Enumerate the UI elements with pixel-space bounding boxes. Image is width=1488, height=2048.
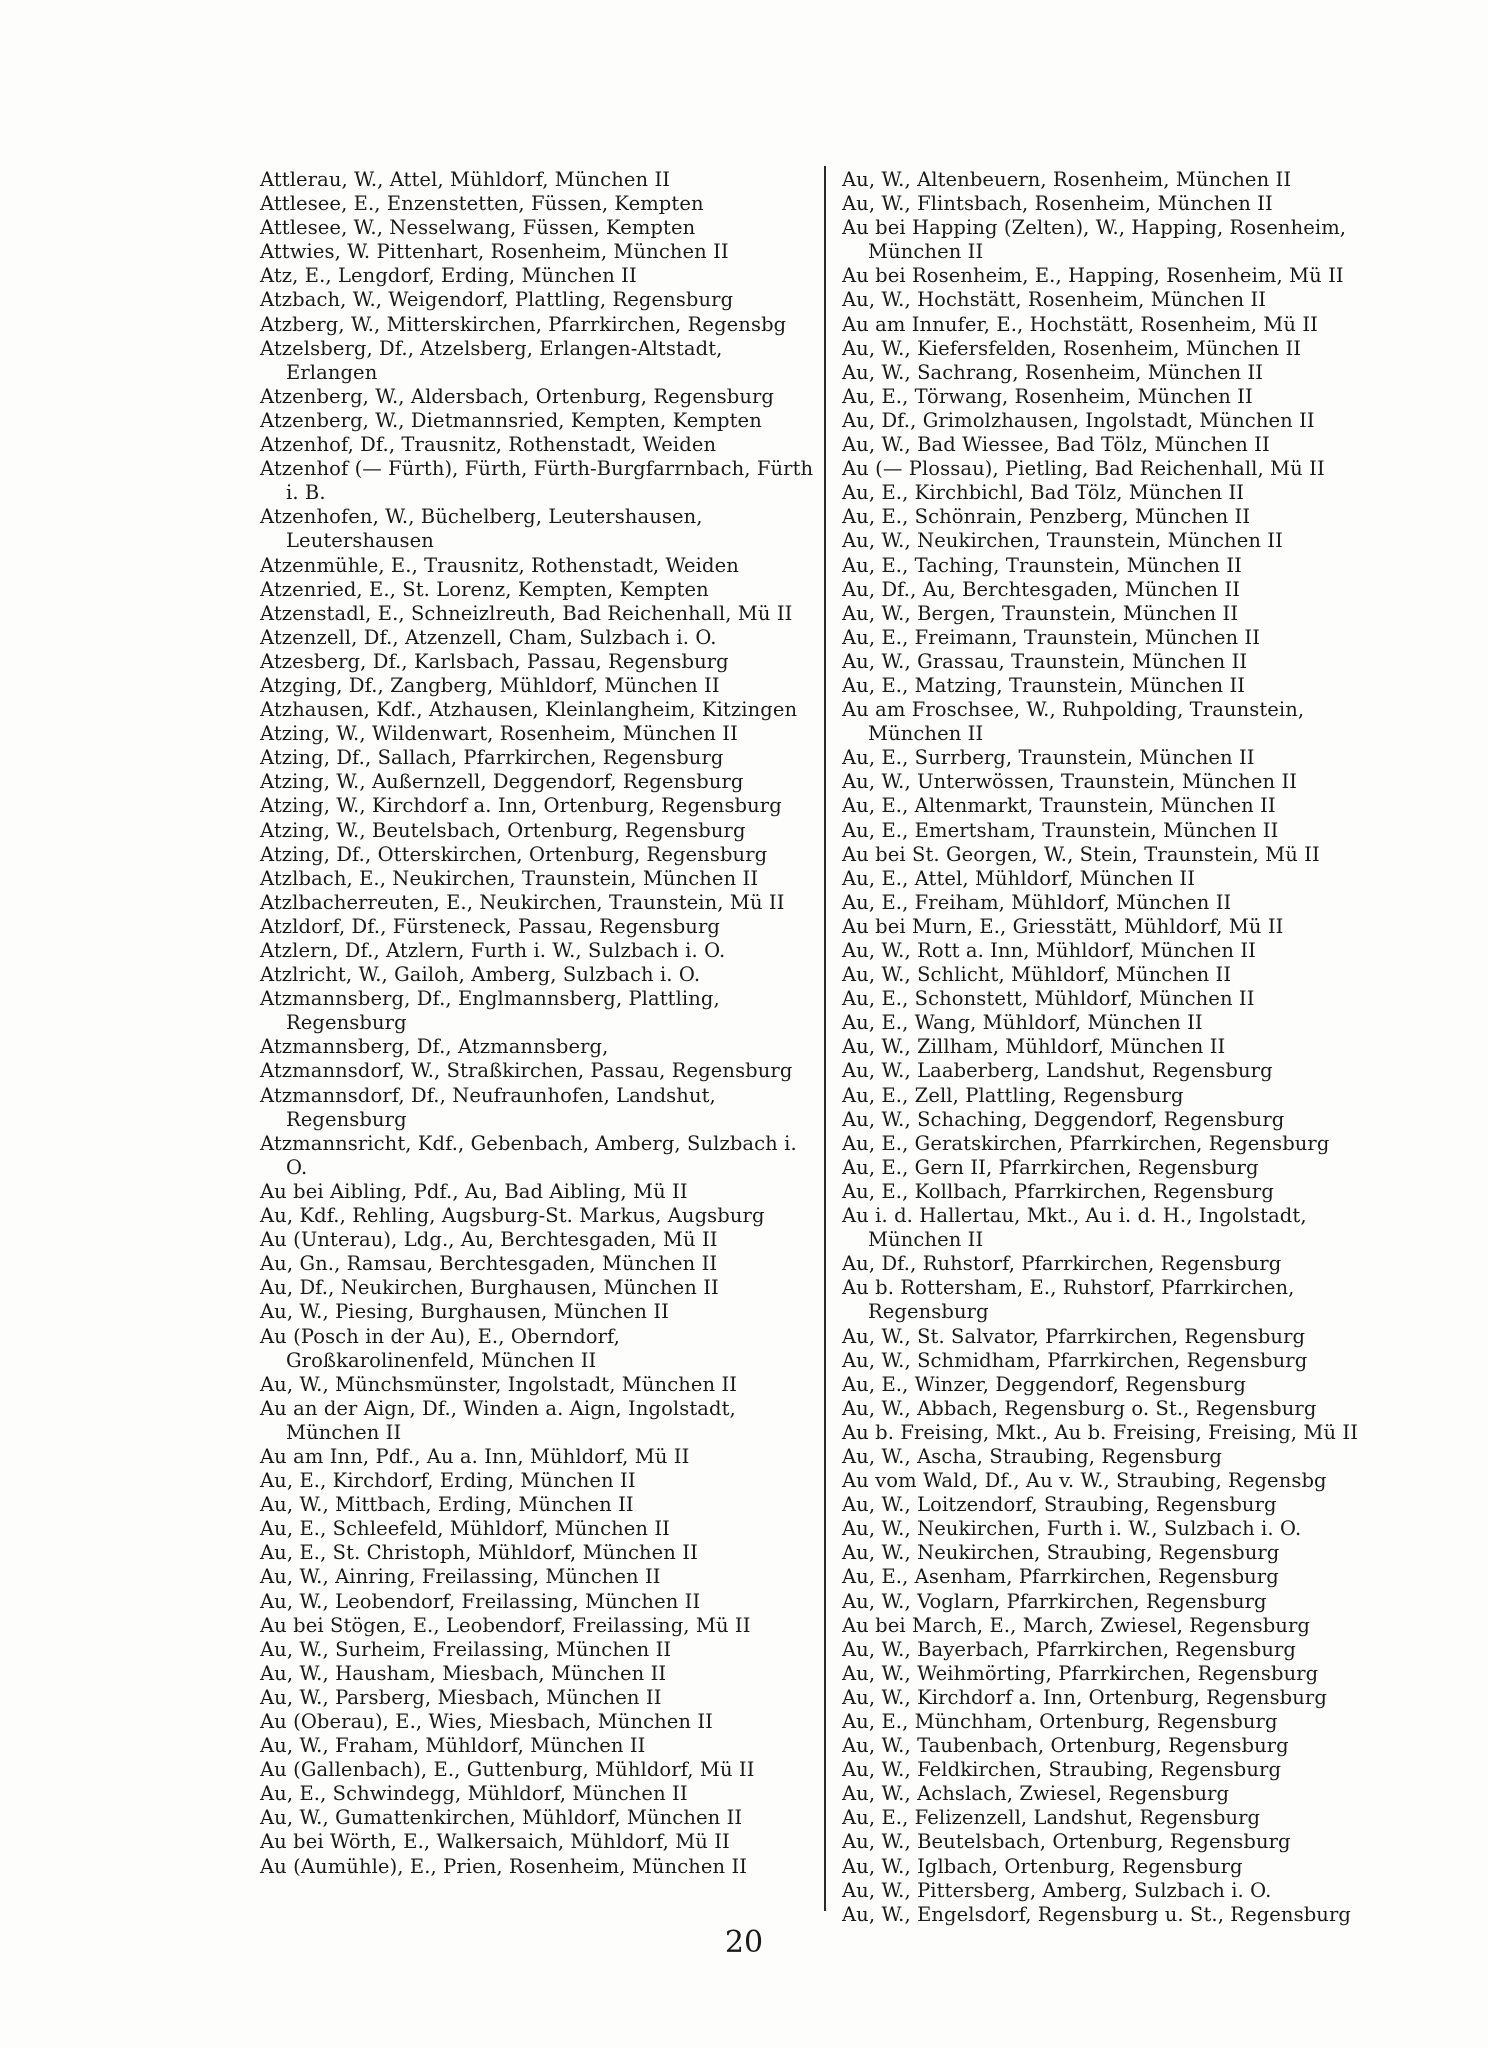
gazetteer-entry: Atzesberg, Df., Karlsbach, Passau, Regensburg xyxy=(260,649,729,673)
gazetteer-entry: Au, W., Unterwössen, Traunstein, München II xyxy=(842,770,1298,794)
gazetteer-entry: Atzberg, W., Mitterskirchen, Pfarrkirchen, Regensbg xyxy=(260,312,787,336)
gazetteer-entry: Au, Kdf., Rehling, Augsburg-St. Markus, Augsburg xyxy=(260,1204,765,1228)
gazetteer-entry: Au, W., Parsberg, Miesbach, München II xyxy=(260,1685,662,1709)
gazetteer-entry: Au (Oberau), E., Wies, Miesbach, München II xyxy=(260,1710,713,1733)
gazetteer-entry: Atzlbach, E., Neukirchen, Traunstein, München II xyxy=(260,866,759,890)
gazetteer-entry: Au, W., Bergen, Traunstein, München II xyxy=(842,601,1239,625)
gazetteer-entry: Au, W., Leobendorf, Freilassing, München II xyxy=(260,1589,701,1613)
gazetteer-entry: Au am Innufer, E., Hochstätt, Rosenheim, Mü II xyxy=(842,312,1318,336)
gazetteer-entry: Au, E., Kollbach, Pfarrkirchen, Regensburg xyxy=(842,1179,1274,1203)
left-column xyxy=(260,168,815,1879)
gazetteer-entry: Atzhausen, Kdf., Atzhausen, Kleinlangheim, Kitzingen xyxy=(260,698,798,722)
gazetteer-entry: Au, W., Neukirchen, Traunstein, München II xyxy=(842,529,1283,553)
gazetteer-entry: Atzging, Df., Zangberg, Mühldorf, München II xyxy=(260,673,720,697)
gazetteer-entry: Au, W., Grassau, Traunstein, München II xyxy=(842,649,1248,673)
gazetteer-entry: Au, E., Schleefeld, Mühldorf, München II xyxy=(260,1517,670,1541)
gazetteer-entry: Au bei Murn, E., Griesstätt, Mühldorf, Mü II xyxy=(842,914,1284,938)
gazetteer-entry: Au, E., Emertsham, Traunstein, München II xyxy=(842,818,1279,842)
gazetteer-entry: Au bei Wörth, E., Walkersaich, Mühldorf, Mü II xyxy=(260,1830,730,1854)
gazetteer-entry: Au, W., Rott a. Inn, Mühldorf, München II xyxy=(842,939,1256,962)
gazetteer-entry: Au, Df., Neukirchen, Burghausen, München II xyxy=(260,1276,719,1300)
gazetteer-entry: Au, W., Ainring, Freilassing, München II xyxy=(260,1565,661,1589)
column-divider xyxy=(824,166,826,1911)
gazetteer-entry: Atzing, W., Wildenwart, Rosenheim, München II xyxy=(260,722,738,746)
gazetteer-entry: Atzenried, E., St. Lorenz, Kempten, Kempten xyxy=(260,577,709,601)
gazetteer-entry: Au, W., Surheim, Freilassing, München II xyxy=(260,1637,672,1661)
gazetteer-entry: Atzing, W., Beutelsbach, Ortenburg, Regensburg xyxy=(260,818,746,842)
gazetteer-entry: Au, W., Beutelsbach, Ortenburg, Regensburg xyxy=(842,1830,1291,1854)
page-number: 20 xyxy=(724,1925,764,1960)
gazetteer-entry: Au, W., Taubenbach, Ortenburg, Regensburg xyxy=(842,1734,1289,1758)
gazetteer-entry: Au, E., Gern II, Pfarrkirchen, Regensburg xyxy=(842,1155,1259,1179)
gazetteer-entry: Au, Gn., Ramsau, Berchtesgaden, München II xyxy=(260,1252,718,1276)
gazetteer-entry: Au an der Aign, Df., Winden a. Aign, Ingolstadt, München II xyxy=(260,1396,736,1444)
gazetteer-entry: Au bei Happing (Zelten), W., Happing, Rosenheim, München II xyxy=(842,216,1347,264)
gazetteer-entry: Au, W., Neukirchen, Furth i. W., Sulzbach i. O. xyxy=(842,1517,1302,1541)
gazetteer-entry: Au (Aumühle), E., Prien, Rosenheim, München II xyxy=(260,1854,748,1878)
gazetteer-entry: Attlesee, E., Enzenstetten, Füssen, Kempten xyxy=(260,192,704,216)
gazetteer-entry: Au (Posch in der Au), E., Oberndorf, Großkarolinenfeld, München II xyxy=(260,1324,620,1372)
gazetteer-entry: Atzenzell, Df., Atzenzell, Cham, Sulzbach i. O. xyxy=(260,625,717,649)
gazetteer-entry: Atzenmühle, E., Trausnitz, Rothenstadt, Weiden xyxy=(260,553,739,577)
gazetteer-entry: Au, W., Abbach, Regensburg o. St., Regensburg xyxy=(842,1396,1317,1420)
gazetteer-entry: Au am Inn, Pdf., Au a. Inn, Mühldorf, Mü II xyxy=(260,1444,690,1468)
gazetteer-entry: Au (— Plossau), Pietling, Bad Reichenhall, Mü II xyxy=(842,457,1325,481)
gazetteer-entry: Au, E., Törwang, Rosenheim, München II xyxy=(842,384,1253,408)
gazetteer-entry: Au, Df., Au, Berchtesgaden, München II xyxy=(842,577,1241,601)
gazetteer-entry: Au, W., Altenbeuern, Rosenheim, München II xyxy=(842,168,1292,191)
gazetteer-entry: Atzlern, Df., Atzlern, Furth i. W., Sulzbach i. O. xyxy=(260,939,726,962)
gazetteer-entry: Atzmannsberg, Df., Atzmannsberg, xyxy=(260,1035,609,1059)
gazetteer-entry: Atzmannsdorf, Df., Neufraunhofen, Landshut, Regensburg xyxy=(260,1083,716,1131)
gazetteer-entry: Au, W., Fraham, Mühldorf, München II xyxy=(260,1734,646,1758)
gazetteer-entry: Au, E., Felizenzell, Landshut, Regensburg xyxy=(842,1806,1261,1830)
gazetteer-entry: Au, W., Achslach, Zwiesel, Regensburg xyxy=(842,1782,1230,1806)
gazetteer-entry: Au, W., Kirchdorf a. Inn, Ortenburg, Regensburg xyxy=(842,1685,1327,1709)
gazetteer-entry: Au, W., Hochstätt, Rosenheim, München II xyxy=(842,288,1267,312)
gazetteer-entry: Au vom Wald, Df., Au v. W., Straubing, Regensbg xyxy=(842,1469,1327,1493)
gazetteer-entry: Au, E., Schonstett, Mühldorf, München II xyxy=(842,987,1255,1011)
gazetteer-entry: Au am Froschsee, W., Ruhpolding, Traunstein, München II xyxy=(842,698,1305,746)
gazetteer-entry: Au, W., Neukirchen, Straubing, Regensburg xyxy=(842,1541,1280,1565)
gazetteer-entry: Atzing, W., Außernzell, Deggendorf, Regensburg xyxy=(260,770,744,794)
gazetteer-entry: Au, W., Sachrang, Rosenheim, München II xyxy=(842,360,1264,384)
gazetteer-entry: Au, W., Schlicht, Mühldorf, München II xyxy=(842,963,1232,987)
gazetteer-entry: Au, W., Loitzendorf, Straubing, Regensburg xyxy=(842,1493,1277,1517)
gazetteer-entry: Atzing, W., Kirchdorf a. Inn, Ortenburg, Regensburg xyxy=(260,794,782,818)
gazetteer-entry: Atzmannsberg, Df., Englmannsberg, Plattling, Regensburg xyxy=(260,987,720,1035)
gazetteer-entry: Atzmannsricht, Kdf., Gebenbach, Amberg, Sulzbach i. O. xyxy=(260,1131,797,1179)
gazetteer-entry: Au, E., St. Christoph, Mühldorf, München II xyxy=(260,1541,698,1565)
gazetteer-entry: Au (Gallenbach), E., Guttenburg, Mühldorf, Mü II xyxy=(260,1758,755,1782)
gazetteer-entry: Au, E., Surrberg, Traunstein, München II xyxy=(842,746,1255,770)
gazetteer-entry: Au, E., Geratskirchen, Pfarrkirchen, Regensburg xyxy=(842,1131,1330,1155)
gazetteer-entry: Au, W., Zillham, Mühldorf, München II xyxy=(842,1035,1226,1059)
gazetteer-entry: Au, W., Flintsbach, Rosenheim, München II xyxy=(842,192,1273,216)
gazetteer-entry: Au, E., Winzer, Deggendorf, Regensburg xyxy=(842,1372,1246,1396)
gazetteer-entry: Attwies, W. Pittenhart, Rosenheim, München II xyxy=(260,240,729,264)
gazetteer-entry: Au, W., Mittbach, Erding, München II xyxy=(260,1493,634,1517)
gazetteer-entry: Atzmannsdorf, W., Straßkirchen, Passau, Regensburg xyxy=(260,1059,793,1083)
gazetteer-entry: Au, E., Asenham, Pfarrkirchen, Regensburg xyxy=(842,1565,1279,1589)
gazetteer-entry: Au (Unterau), Ldg., Au, Berchtesgaden, Mü II xyxy=(260,1228,718,1252)
gazetteer-entry: Au, W., Feldkirchen, Straubing, Regensburg xyxy=(842,1758,1282,1782)
gazetteer-entry: Atzenhof, Df., Trausnitz, Rothenstadt, Weiden xyxy=(260,433,717,457)
gazetteer-entry: Au, E., Zell, Plattling, Regensburg xyxy=(842,1083,1184,1107)
gazetteer-entry: Atz, E., Lengdorf, Erding, München II xyxy=(260,264,637,288)
gazetteer-entry: Au bei March, E., March, Zwiesel, Regensburg xyxy=(842,1613,1310,1637)
gazetteer-entry: Au, W., Hausham, Miesbach, München II xyxy=(260,1661,667,1685)
gazetteer-entry: Au, E., Wang, Mühldorf, München II xyxy=(842,1011,1203,1035)
gazetteer-entry: Au, E., Altenmarkt, Traunstein, München II xyxy=(842,794,1276,818)
gazetteer-entry: Au, E., Freimann, Traunstein, München II xyxy=(842,625,1261,649)
gazetteer-entry: Au i. d. Hallertau, Mkt., Au i. d. H., Ingolstadt, München II xyxy=(842,1204,1307,1252)
gazetteer-entry: Attlerau, W., Attel, Mühldorf, München II xyxy=(260,168,671,191)
gazetteer-entry: Au, Df., Grimolzhausen, Ingolstadt, München II xyxy=(842,408,1315,432)
gazetteer-entry: Au, W., Iglbach, Ortenburg, Regensburg xyxy=(842,1854,1243,1878)
gazetteer-entry: Atzenstadl, E., Schneizlreuth, Bad Reichenhall, Mü II xyxy=(260,601,793,625)
gazetteer-entry: Au bei Aibling, Pdf., Au, Bad Aibling, Mü II xyxy=(260,1179,688,1203)
gazetteer-entry: Au, W., Kiefersfelden, Rosenheim, München II xyxy=(842,336,1302,360)
gazetteer-entry: Atzing, Df., Sallach, Pfarrkirchen, Regensburg xyxy=(260,746,724,770)
gazetteer-entry: Au, W., Bad Wiessee, Bad Tölz, München II xyxy=(842,433,1270,457)
gazetteer-entry: Au, E., Attel, Mühldorf, München II xyxy=(842,866,1196,890)
gazetteer-entry: Au, Df., Ruhstorf, Pfarrkirchen, Regensburg xyxy=(842,1252,1282,1276)
gazetteer-entry: Au, E., Matzing, Traunstein, München II xyxy=(842,673,1246,697)
gazetteer-entry: Au, E., Kirchdorf, Erding, München II xyxy=(260,1469,636,1493)
gazetteer-entry: Atzenhof (— Fürth), Fürth, Fürth-Burgfarrnbach, Fürth i. B. xyxy=(260,457,814,505)
gazetteer-entry: Atzbach, W., Weigendorf, Plattling, Regensburg xyxy=(260,288,734,312)
gazetteer-entry: Au, W., Ascha, Straubing, Regensburg xyxy=(842,1444,1222,1468)
gazetteer-entry: Au, E., Taching, Traunstein, München II xyxy=(842,553,1242,577)
gazetteer-entry: Au b. Freising, Mkt., Au b. Freising, Freising, Mü II xyxy=(842,1420,1359,1444)
gazetteer-entry: Au, E., Schönrain, Penzberg, München II xyxy=(842,505,1251,529)
gazetteer-entry: Au, W., Engelsdorf, Regensburg u. St., Regensburg xyxy=(842,1902,1351,1926)
gazetteer-entry: Au, E., Münchham, Ortenburg, Regensburg xyxy=(842,1710,1278,1733)
gazetteer-entry: Au bei Stögen, E., Leobendorf, Freilassing, Mü II xyxy=(260,1613,751,1637)
gazetteer-entry: Atzlbacherreuten, E., Neukirchen, Traunstein, Mü II xyxy=(260,890,785,914)
gazetteer-entry: Au, W., Bayerbach, Pfarrkirchen, Regensburg xyxy=(842,1637,1296,1661)
gazetteer-entry: Au, E., Kirchbichl, Bad Tölz, München II xyxy=(842,481,1245,505)
gazetteer-entry: Atzelsberg, Df., Atzelsberg, Erlangen-Altstadt, Erlangen xyxy=(260,336,723,384)
gazetteer-entry: Attlesee, W., Nesselwang, Füssen, Kempten xyxy=(260,216,696,240)
gazetteer-entry: Au, W., Weihmörting, Pfarrkirchen, Regensburg xyxy=(842,1661,1319,1685)
gazetteer-entry: Au, W., St. Salvator, Pfarrkirchen, Regensburg xyxy=(842,1324,1306,1348)
gazetteer-entry: Atzenhofen, W., Büchelberg, Leutershausen, Leutershausen xyxy=(260,505,703,553)
gazetteer-entry: Au, W., Pittersberg, Amberg, Sulzbach i. O. xyxy=(842,1878,1272,1902)
gazetteer-entry: Au, W., Münchsmünster, Ingolstadt, München II xyxy=(260,1372,738,1396)
gazetteer-entry: Au, E., Freiham, Mühldorf, München II xyxy=(842,890,1232,914)
gazetteer-entry: Au bei Rosenheim, E., Happing, Rosenheim, Mü II xyxy=(842,264,1344,288)
gazetteer-entry: Atzenberg, W., Dietmannsried, Kempten, Kempten xyxy=(260,408,762,432)
right-column xyxy=(842,168,1402,1927)
gazetteer-entry: Atzlricht, W., Gailoh, Amberg, Sulzbach i. O. xyxy=(260,963,701,987)
gazetteer-entry: Au, W., Schmidham, Pfarrkirchen, Regensburg xyxy=(842,1348,1308,1372)
gazetteer-entry: Au, W., Laaberberg, Landshut, Regensburg xyxy=(842,1059,1273,1083)
gazetteer-entry: Au, W., Schaching, Deggendorf, Regensburg xyxy=(842,1107,1285,1131)
gazetteer-entry: Au b. Rottersham, E., Ruhstorf, Pfarrkirchen, Regensburg xyxy=(842,1276,1295,1324)
gazetteer-entry: Au bei St. Georgen, W., Stein, Traunstein, Mü II xyxy=(842,842,1320,866)
gazetteer-entry: Au, W., Piesing, Burghausen, München II xyxy=(260,1300,669,1324)
gazetteer-entry: Au, W., Gumattenkirchen, Mühldorf, München II xyxy=(260,1806,743,1830)
gazetteer-entry: Atzenberg, W., Aldersbach, Ortenburg, Regensburg xyxy=(260,384,774,408)
gazetteer-entry: Atzing, Df., Otterskirchen, Ortenburg, Regensburg xyxy=(260,842,768,866)
gazetteer-entry: Au, W., Voglarn, Pfarrkirchen, Regensburg xyxy=(842,1589,1267,1613)
gazetteer-entry: Au, E., Schwindegg, Mühldorf, München II xyxy=(260,1782,688,1806)
gazetteer-entry: Atzldorf, Df., Fürsteneck, Passau, Regensburg xyxy=(260,914,720,938)
